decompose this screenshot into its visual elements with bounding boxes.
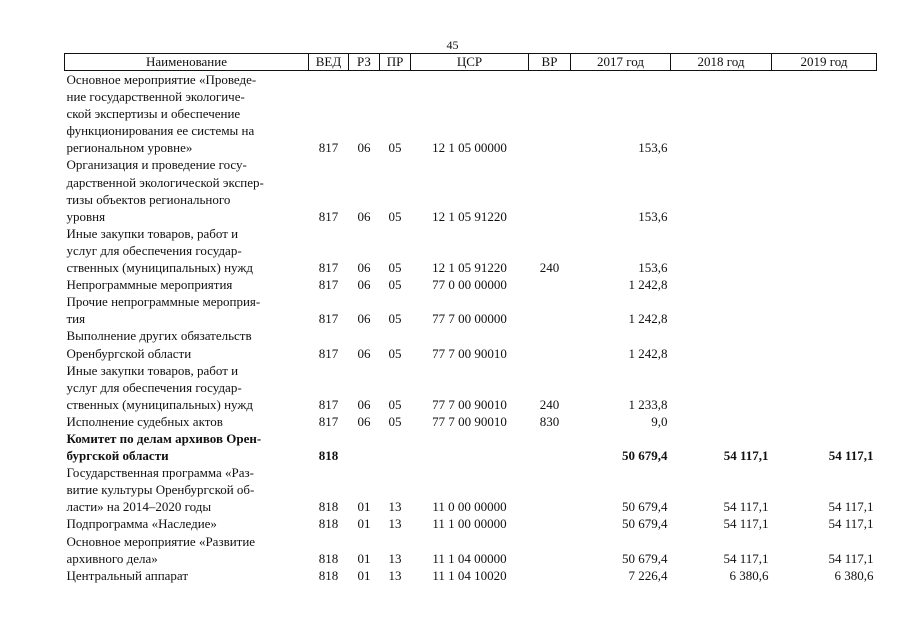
table-row: [65, 515, 877, 532]
budget-table: [64, 53, 877, 584]
cell-rz: 06: [357, 345, 371, 361]
cell-pr: 05: [388, 277, 402, 293]
cell-ved: 817: [318, 345, 339, 361]
cell-2017: 9,0: [651, 413, 668, 429]
cell-2017: 1 242,8: [628, 345, 668, 361]
cell-name: Исполнение судебных актов: [66, 413, 223, 429]
cell-ved: 817: [318, 413, 339, 429]
cell-2019: 54 117,1: [828, 499, 874, 515]
cell-2019: [772, 71, 877, 157]
cell-csr: 11 0 00 00000: [432, 499, 507, 515]
cell-2018: [671, 362, 772, 413]
cell-csr: 77 7 00 90010: [432, 413, 507, 429]
cell-rz: 06: [357, 396, 371, 412]
col-header-csr: ЦСР: [411, 54, 529, 71]
cell-pr: 13: [388, 516, 402, 532]
col-header-2017: 2017 год: [571, 54, 671, 71]
col-header-2018: 2018 год: [671, 54, 772, 71]
col-header-ved: ВЕД: [309, 54, 349, 71]
cell-2017: 1 233,8: [628, 396, 668, 412]
table-row: [65, 533, 877, 567]
cell-csr: 11 1 04 00000: [432, 550, 507, 566]
cell-rz: 06: [357, 140, 371, 156]
cell-2019: 54 117,1: [828, 516, 874, 532]
cell-ved: 817: [318, 140, 339, 156]
cell-name: Основное мероприятие «Проведе- ние государственной экологиче- ской экспертизы и обеспечение функционирования ее системы на региональном уровне»: [66, 72, 257, 156]
cell-ved: 818: [318, 567, 339, 583]
cell-2018: 54 117,1: [723, 550, 769, 566]
table-row: [65, 276, 877, 293]
cell-rz: 06: [357, 311, 371, 327]
cell-2017: 153,6: [638, 260, 668, 276]
cell-csr: 77 7 00 90010: [432, 396, 507, 412]
cell-name: Основное мероприятие «Развитие архивного дела»: [66, 533, 256, 566]
cell-2018: [671, 327, 772, 361]
cell-vr: [529, 515, 571, 532]
cell-pr: [380, 430, 411, 464]
col-header-vr: ВР: [529, 54, 571, 71]
cell-name: Центральный аппарат: [66, 567, 189, 583]
cell-pr: 05: [388, 140, 402, 156]
table-row: [65, 293, 877, 327]
cell-2017: 153,6: [638, 140, 668, 156]
cell-vr: [529, 533, 571, 567]
cell-rz: 06: [357, 260, 371, 276]
cell-csr: 12 1 05 91220: [432, 208, 507, 224]
table-row: [65, 71, 877, 157]
cell-2018: [671, 276, 772, 293]
cell-2018: [671, 413, 772, 430]
page-number: 45: [446, 38, 459, 52]
cell-ved: 817: [318, 311, 339, 327]
cell-vr: 830: [539, 413, 560, 429]
cell-2019: [772, 293, 877, 327]
col-header-rz: РЗ: [349, 54, 380, 71]
cell-name: Подпрограмма «Наследие»: [66, 516, 217, 532]
cell-pr: 05: [388, 413, 402, 429]
cell-pr: 13: [388, 499, 402, 515]
table-row: [65, 362, 877, 413]
cell-csr: 77 7 00 00000: [432, 311, 507, 327]
table-row: [65, 413, 877, 430]
col-header-pr: ПР: [380, 54, 411, 71]
cell-ved: 817: [318, 208, 339, 224]
cell-2018: 54 117,1: [723, 516, 769, 532]
table-row: [65, 327, 877, 361]
cell-pr: 13: [388, 550, 402, 566]
cell-pr: 05: [388, 260, 402, 276]
cell-csr: [411, 430, 529, 464]
cell-vr: [529, 327, 571, 361]
cell-pr: 05: [388, 208, 402, 224]
cell-name: Организация и проведение госу- дарственной экологической экспер- тизы объектов регионального уровня: [66, 157, 264, 224]
cell-vr: [529, 430, 571, 464]
cell-ved: 818: [318, 448, 339, 464]
cell-rz: 06: [357, 277, 371, 293]
cell-ved: 817: [318, 396, 339, 412]
table-row: [65, 464, 877, 515]
cell-vr: [529, 71, 571, 157]
cell-rz: 01: [357, 550, 371, 566]
cell-2017: 1 242,8: [628, 311, 668, 327]
table-row: [65, 567, 877, 584]
cell-ved: 817: [318, 260, 339, 276]
cell-csr: 12 1 05 91220: [432, 260, 507, 276]
cell-pr: 05: [388, 345, 402, 361]
cell-2019: 6 380,6: [834, 567, 874, 583]
cell-rz: 01: [357, 567, 371, 583]
cell-vr: [529, 156, 571, 224]
cell-2018: 54 117,1: [723, 499, 769, 515]
cell-2017: 50 679,4: [622, 499, 668, 515]
cell-name: Прочие непрограммные мероприя- тия: [66, 294, 261, 327]
cell-2017: 7 226,4: [628, 567, 668, 583]
cell-pr: 13: [388, 567, 402, 583]
cell-name: Иные закупки товаров, работ и услуг для обеспечения государ- ственных (муниципальных) нужд: [66, 362, 253, 412]
cell-2017: 1 242,8: [628, 277, 668, 293]
table-row: [65, 225, 877, 276]
cell-2017: 50 679,4: [622, 516, 668, 532]
table-header: [65, 54, 877, 71]
cell-csr: 77 7 00 90010: [432, 345, 507, 361]
col-header-2019: 2019 год: [772, 54, 877, 71]
table-body: [65, 71, 877, 584]
cell-ved: 817: [318, 277, 339, 293]
cell-2019: 54 117,1: [828, 550, 874, 566]
cell-ved: 818: [318, 499, 339, 515]
cell-vr: [529, 464, 571, 515]
cell-2018: [671, 225, 772, 276]
cell-2018: [671, 71, 772, 157]
cell-2017: 50 679,4: [622, 550, 668, 566]
cell-2019: [772, 225, 877, 276]
cell-name: Комитет по делам архивов Орен- бургской области: [66, 430, 262, 464]
cell-2018: 54 117,1: [723, 448, 769, 464]
cell-csr: 11 1 00 00000: [432, 516, 507, 532]
cell-2017: 153,6: [638, 208, 668, 224]
cell-2018: 6 380,6: [729, 567, 769, 583]
cell-rz: 01: [357, 516, 371, 532]
cell-ved: 818: [318, 516, 339, 532]
cell-2018: [671, 293, 772, 327]
cell-2019: [772, 156, 877, 224]
cell-vr: 240: [539, 396, 560, 412]
cell-2018: [671, 156, 772, 224]
cell-rz: [349, 430, 380, 464]
cell-rz: 06: [357, 208, 371, 224]
cell-2019: [772, 276, 877, 293]
table-row: [65, 430, 877, 464]
cell-vr: [529, 293, 571, 327]
cell-2019: [772, 413, 877, 430]
cell-csr: 12 1 05 00000: [432, 140, 507, 156]
cell-csr: 11 1 04 10020: [432, 567, 507, 583]
cell-2019: 54 117,1: [828, 448, 874, 464]
cell-name: Выполнение других обязательств Оренбургской области: [66, 328, 252, 361]
cell-2019: [772, 362, 877, 413]
cell-ved: 818: [318, 550, 339, 566]
cell-name: Государственная программа «Раз- витие культуры Оренбургской об- ласти» на 2014–2020 годы: [66, 465, 255, 515]
cell-vr: [529, 567, 571, 584]
cell-pr: 05: [388, 396, 402, 412]
cell-2017: 50 679,4: [622, 448, 668, 464]
cell-vr: 240: [539, 260, 560, 276]
cell-name: Иные закупки товаров, работ и услуг для обеспечения государ- ственных (муниципальных) нужд: [66, 225, 253, 276]
cell-rz: 06: [357, 413, 371, 429]
cell-pr: 05: [388, 311, 402, 327]
cell-rz: 01: [357, 499, 371, 515]
cell-vr: [529, 276, 571, 293]
cell-name: Непрограммные мероприятия: [66, 277, 233, 293]
col-header-name: Наименование: [65, 54, 309, 71]
cell-csr: 77 0 00 00000: [432, 277, 507, 293]
cell-2019: [772, 327, 877, 361]
table-row: [65, 156, 877, 224]
